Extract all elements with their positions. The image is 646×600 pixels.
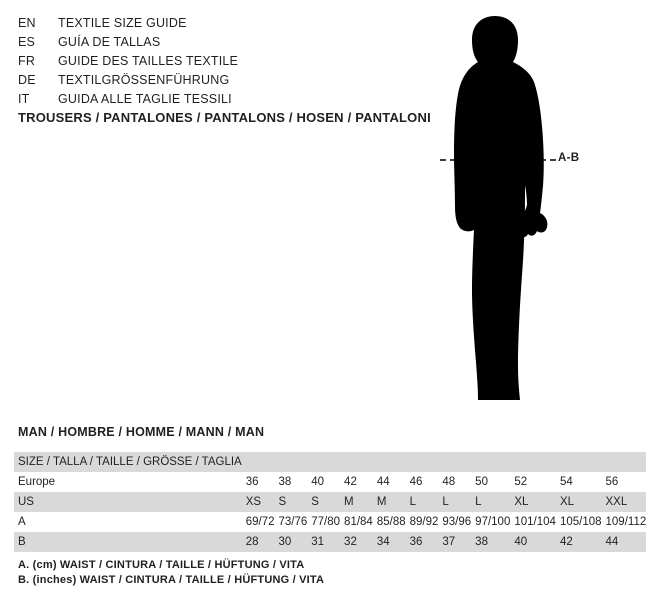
cell: M <box>373 492 406 512</box>
language-code: EN <box>18 16 36 30</box>
cell: 109/112 <box>602 512 646 532</box>
footnote-a: A. (cm) WAIST / CINTURA / TAILLE / HÜFTUNG / VITA <box>18 559 305 571</box>
cell: XS <box>242 492 275 512</box>
cell: 36 <box>406 532 439 552</box>
language-list <box>18 16 378 111</box>
cell: L <box>438 492 471 512</box>
cell: 69/72 <box>242 512 275 532</box>
table-row <box>14 532 646 552</box>
cell: 56 <box>602 472 646 492</box>
language-text: GUIDA ALLE TAGLIE TESSILI <box>58 92 232 106</box>
cell: S <box>307 492 340 512</box>
table-row-header <box>14 452 646 472</box>
cell: M <box>340 492 373 512</box>
language-text: TEXTILE SIZE GUIDE <box>58 16 187 30</box>
cell: 52 <box>510 472 556 492</box>
cell: 40 <box>307 472 340 492</box>
cell: 105/108 <box>556 512 602 532</box>
table-row <box>14 492 646 512</box>
cell: 85/88 <box>373 512 406 532</box>
cell: 28 <box>242 532 275 552</box>
cell: 89/92 <box>406 512 439 532</box>
cell: 101/104 <box>510 512 556 532</box>
cell: 37 <box>438 532 471 552</box>
language-text: GUÍA DE TALLAS <box>58 35 161 49</box>
silhouette-icon <box>400 10 590 410</box>
row-label: B <box>14 532 242 552</box>
language-code: ES <box>18 35 36 49</box>
language-row <box>18 92 378 111</box>
man-silhouette-figure <box>400 10 590 410</box>
measure-label-ab: A-B <box>558 152 580 164</box>
cell: 42 <box>340 472 373 492</box>
cell: L <box>406 492 439 512</box>
row-label: SIZE / TALLA / TAILLE / GRÖSSE / TAGLIA <box>14 452 242 472</box>
cell: 93/96 <box>438 512 471 532</box>
language-row <box>18 35 378 54</box>
footnotes <box>18 558 324 588</box>
table-row <box>14 512 646 532</box>
language-row <box>18 16 378 35</box>
cell: 44 <box>602 532 646 552</box>
table-group-title: MAN / HOMBRE / HOMME / MANN / MAN <box>18 425 265 439</box>
cell: 73/76 <box>274 512 307 532</box>
cell: S <box>274 492 307 512</box>
cell: 81/84 <box>340 512 373 532</box>
cell: 50 <box>471 472 510 492</box>
cell: 34 <box>373 532 406 552</box>
cell: XL <box>510 492 556 512</box>
footnote-b: B. (inches) WAIST / CINTURA / TAILLE / HÜFTUNG / VITA <box>18 574 325 586</box>
row-label: A <box>14 512 242 532</box>
cell: 42 <box>556 532 602 552</box>
language-code: FR <box>18 54 36 68</box>
page-title: TROUSERS / PANTALONES / PANTALONS / HOSEN / PANTALONI <box>18 110 431 125</box>
language-text: GUIDE DES TAILLES TEXTILE <box>58 54 239 68</box>
cell: 31 <box>307 532 340 552</box>
language-code: DE <box>18 73 36 87</box>
cell: L <box>471 492 510 512</box>
cell: 38 <box>471 532 510 552</box>
language-text: TEXTILGRÖSSENFÜHRUNG <box>58 73 230 87</box>
cell: XL <box>556 492 602 512</box>
size-table <box>14 452 646 552</box>
cell: 77/80 <box>307 512 340 532</box>
cell: XXL <box>602 492 646 512</box>
cell: 36 <box>242 472 275 492</box>
cell: 46 <box>406 472 439 492</box>
language-row <box>18 54 378 73</box>
cell: 40 <box>510 532 556 552</box>
cell: 30 <box>274 532 307 552</box>
cell: 38 <box>274 472 307 492</box>
cell: 97/100 <box>471 512 510 532</box>
cell: 48 <box>438 472 471 492</box>
language-code: IT <box>18 92 30 106</box>
cell: 32 <box>340 532 373 552</box>
table-row <box>14 472 646 492</box>
language-row <box>18 73 378 92</box>
cell: 54 <box>556 472 602 492</box>
row-label: US <box>14 492 242 512</box>
row-label: Europe <box>14 472 242 492</box>
cell: 44 <box>373 472 406 492</box>
